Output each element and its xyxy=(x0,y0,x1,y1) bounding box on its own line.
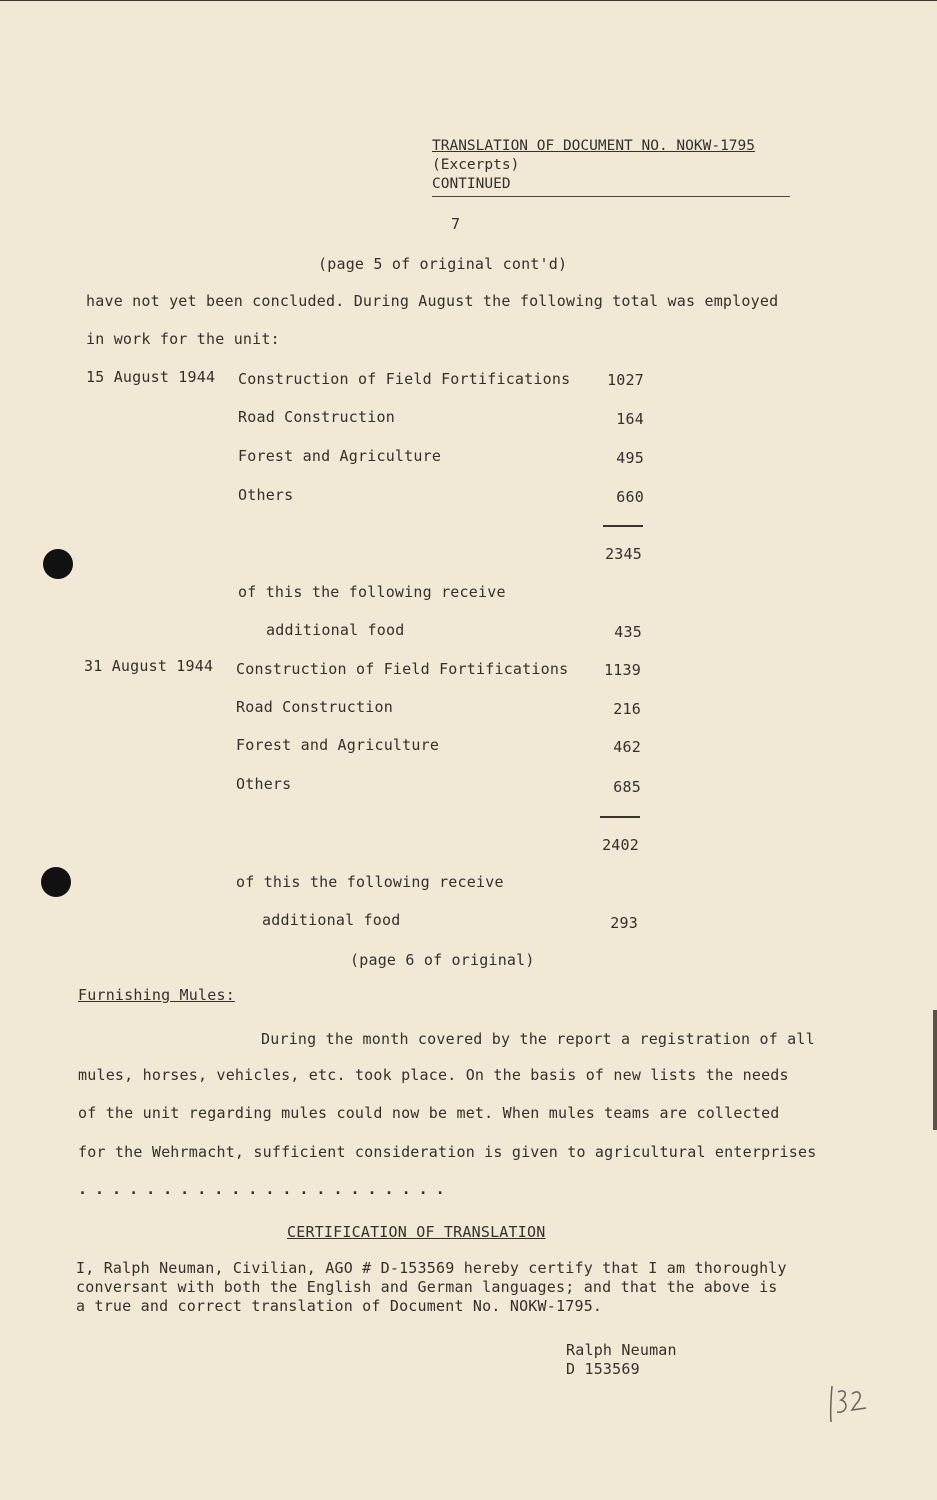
report1-extra-value: 435 xyxy=(614,623,642,641)
report1-row-value: 164 xyxy=(616,410,644,428)
page-note-top: (page 5 of original cont'd) xyxy=(318,255,568,273)
page-edge-tear xyxy=(933,1010,937,1130)
mules-line: mules, horses, vehicles, etc. took place. On the basis of new lists the needs xyxy=(78,1066,789,1084)
certification-line: a true and correct translation of Document No. NOKW-1795. xyxy=(76,1297,603,1315)
report2-extra-value: 293 xyxy=(610,914,638,932)
intro-line-1: have not yet been concluded. During August the following total was employed xyxy=(86,292,779,310)
handwritten-page-mark xyxy=(822,1378,872,1428)
report1-row-label: Road Construction xyxy=(238,408,395,426)
page-note-mid: (page 6 of original) xyxy=(350,951,535,969)
header-rule xyxy=(432,196,790,197)
report2-extra-line-2: additional food xyxy=(262,911,401,929)
intro-line-2: in work for the unit: xyxy=(86,330,280,348)
report2-row-value: 216 xyxy=(613,700,641,718)
report1-extra-line-1: of this the following receive xyxy=(238,583,506,601)
report2-row-label: Others xyxy=(236,775,292,793)
report2-row-label: Forest and Agriculture xyxy=(236,736,440,754)
mules-line: of the unit regarding mules could now be met. When mules teams are collected xyxy=(78,1104,780,1122)
certification-line: conversant with both the English and German languages; and that the above is xyxy=(76,1278,778,1296)
report1-sum-rule xyxy=(603,525,643,527)
report2-row-label: Construction of Field Fortifications xyxy=(236,660,569,678)
report2-row-label: Road Construction xyxy=(236,698,393,716)
mules-ellipsis: ...................... xyxy=(78,1180,453,1198)
report1-row-label: Others xyxy=(238,486,294,504)
report1-row-value: 1027 xyxy=(607,371,644,389)
report1-extra-line-2: additional food xyxy=(266,621,405,639)
punch-hole xyxy=(43,549,73,579)
header-subtitle: (Excerpts) xyxy=(432,157,520,173)
report1-row-label: Construction of Field Fortifications xyxy=(238,370,571,388)
mules-line: for the Wehrmacht, sufficient consideration is given to agricultural enterprises xyxy=(78,1143,817,1161)
certification-line: I, Ralph Neuman, Civilian, AGO # D-153569 hereby certify that I am thoroughly xyxy=(76,1259,787,1277)
report2-sum-rule xyxy=(600,816,640,818)
translation-header xyxy=(432,137,790,194)
header-continued: CONTINUED xyxy=(432,176,511,192)
report2-date: 31 August 1944 xyxy=(84,657,214,675)
report1-date: 15 August 1944 xyxy=(86,368,216,386)
punch-hole xyxy=(41,867,71,897)
report1-row-value: 495 xyxy=(616,449,644,467)
report1-row-label: Forest and Agriculture xyxy=(238,447,442,465)
report2-extra-line-1: of this the following receive xyxy=(236,873,504,891)
report1-row-value: 660 xyxy=(616,488,644,506)
report2-row-value: 1139 xyxy=(604,661,641,679)
report1-total: 2345 xyxy=(605,545,642,563)
mules-line: During the month covered by the report a registration of all xyxy=(261,1030,815,1048)
certification-heading: CERTIFICATION OF TRANSLATION xyxy=(287,1223,546,1241)
report2-row-value: 462 xyxy=(613,738,641,756)
report2-total: 2402 xyxy=(602,836,639,854)
signature-name: Ralph Neuman xyxy=(566,1341,677,1359)
page-top-edge xyxy=(0,0,937,1)
header-title: TRANSLATION OF DOCUMENT NO. NOKW-1795 xyxy=(432,138,756,154)
report2-row-value: 685 xyxy=(613,778,641,796)
page-number: 7 xyxy=(451,215,461,233)
signature-id: D 153569 xyxy=(566,1360,640,1378)
mules-heading: Furnishing Mules: xyxy=(78,986,235,1004)
